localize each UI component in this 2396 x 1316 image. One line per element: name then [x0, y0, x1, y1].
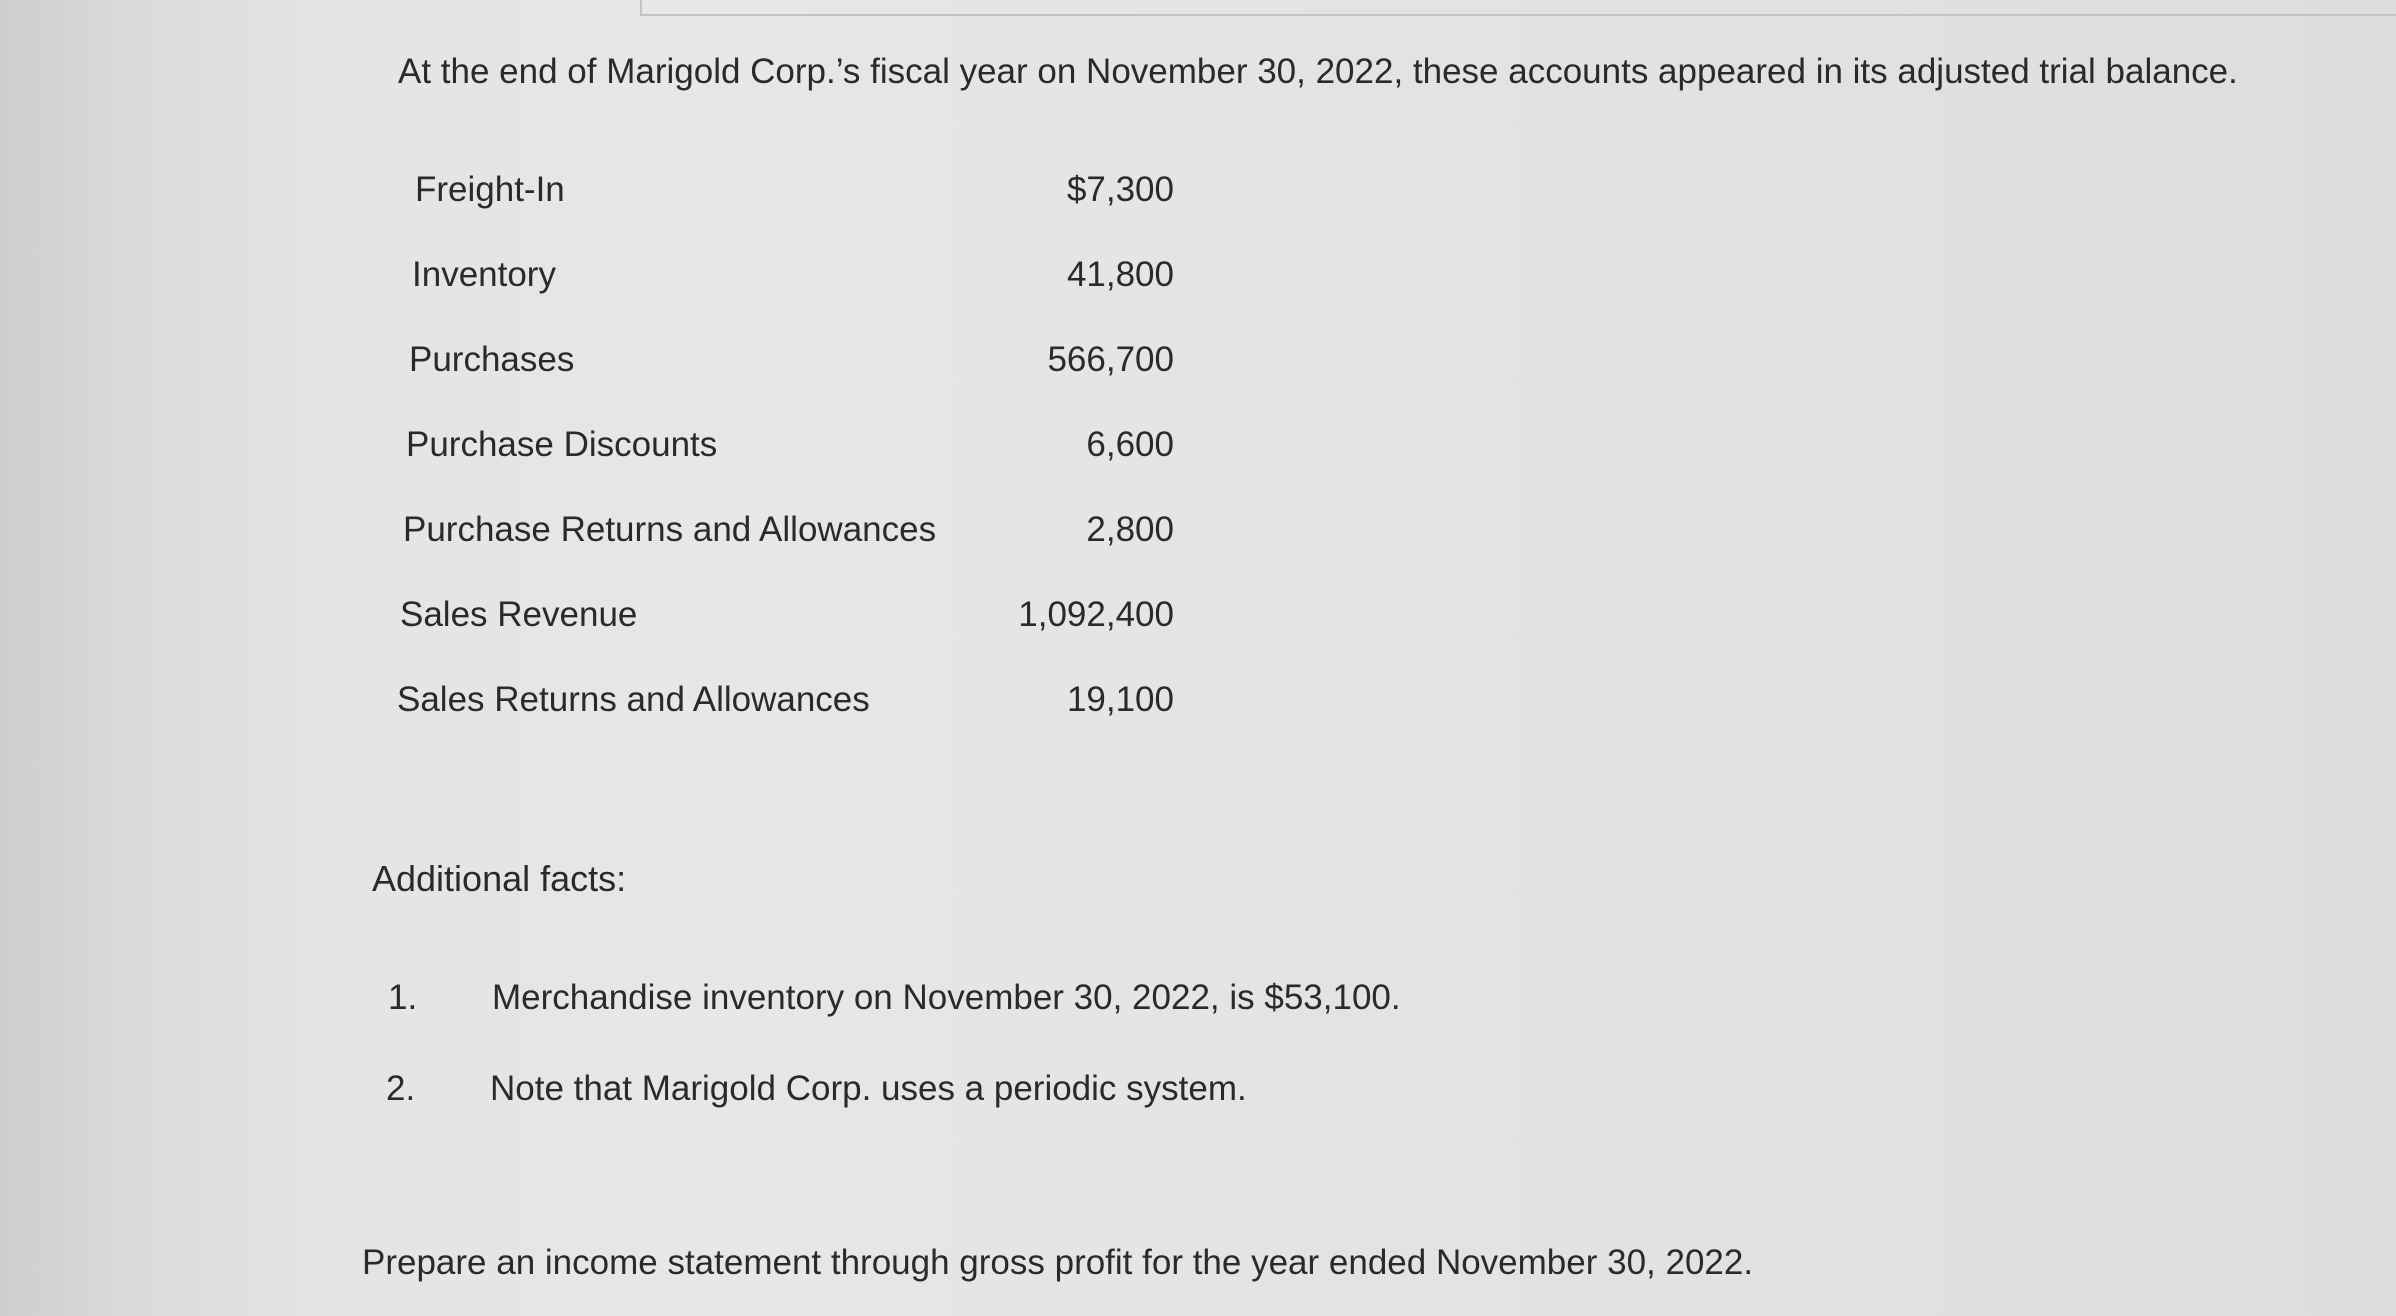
table-row	[390, 585, 1190, 670]
account-amount: 566,700	[1047, 340, 1174, 379]
table-row	[390, 160, 1190, 245]
additional-facts-list	[384, 978, 1584, 1160]
table-row	[390, 415, 1190, 500]
account-name: Sales Returns and Allowances	[397, 680, 870, 719]
list-item-text: Note that Marigold Corp. uses a periodic system.	[490, 1069, 1247, 1108]
instruction-text: Prepare an income statement through gross profit for the year ended November 30, 2022.	[362, 1243, 1754, 1282]
account-name: Purchases	[409, 340, 575, 379]
list-item	[384, 978, 1584, 1069]
table-row	[390, 500, 1190, 585]
list-item	[384, 1069, 1584, 1160]
account-amount: 19,100	[1066, 680, 1174, 719]
list-item-number: 1.	[388, 978, 418, 1017]
account-amount: 41,800	[1066, 255, 1174, 294]
table-row	[390, 670, 1190, 755]
account-name: Purchase Returns and Allowances	[403, 510, 937, 549]
account-name: Inventory	[412, 255, 556, 294]
table-row	[390, 330, 1190, 415]
account-amount: 2,800	[1086, 510, 1174, 549]
trial-balance-table	[390, 160, 1190, 755]
list-item-number: 2.	[386, 1069, 416, 1108]
additional-facts-heading: Additional facts:	[372, 858, 627, 899]
account-amount: $7,300	[1066, 170, 1174, 209]
screen-frame-edge	[640, 0, 2396, 16]
list-item-text: Merchandise inventory on November 30, 2022, is $53,100.	[492, 978, 1401, 1017]
account-name: Freight-In	[415, 170, 565, 209]
table-row	[390, 245, 1190, 330]
account-amount: 6,600	[1086, 425, 1174, 464]
account-name: Purchase Discounts	[406, 425, 718, 464]
account-amount: 1,092,400	[1018, 595, 1174, 634]
intro-text: At the end of Marigold Corp.’s fiscal year on November 30, 2022, these accounts appeared in its adjusted trial balance.	[398, 52, 2238, 91]
account-name: Sales Revenue	[400, 595, 638, 634]
